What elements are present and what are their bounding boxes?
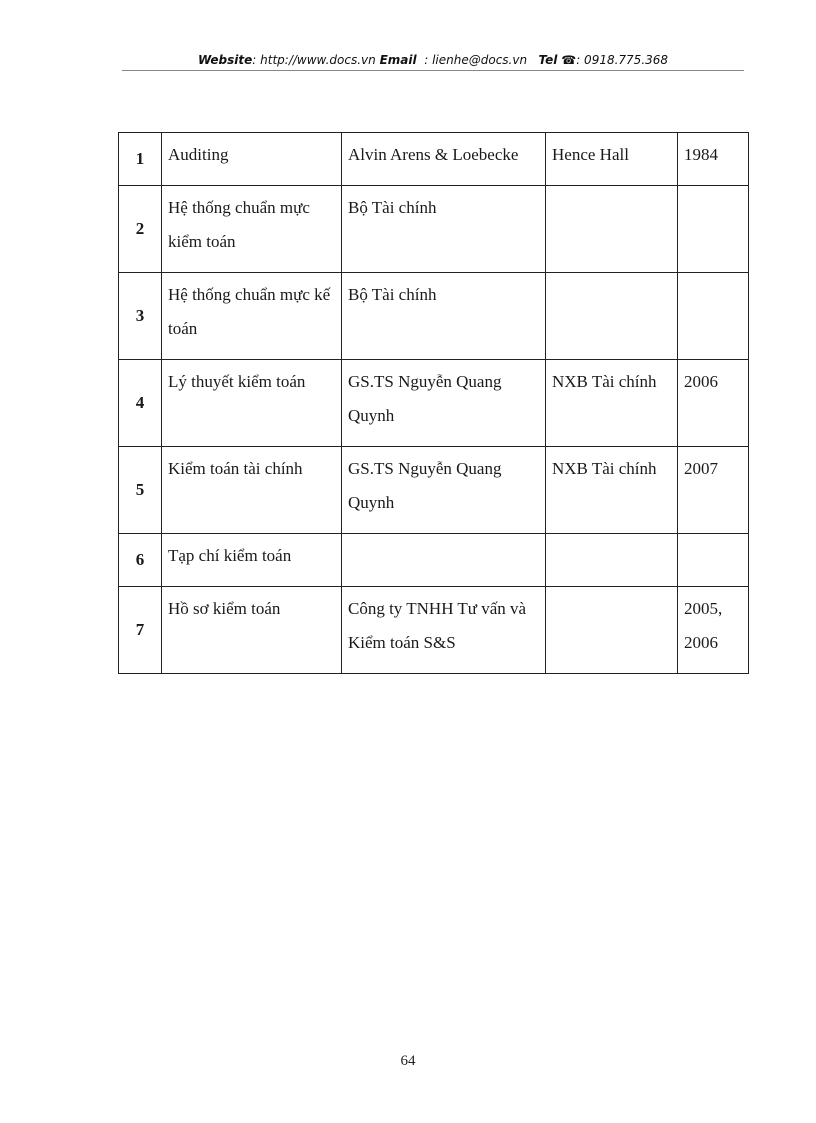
- year-cell: 2007: [678, 447, 749, 534]
- author-cell: GS.TS Nguyễn Quang Quynh: [342, 360, 546, 447]
- email-address[interactable]: : lienhe@docs.vn: [424, 53, 528, 67]
- table-row: [119, 273, 749, 360]
- title-cell: Hệ thống chuẩn mực kế toán: [162, 273, 342, 360]
- table-row: [119, 133, 749, 186]
- table-row: [119, 447, 749, 534]
- row-number: 3: [119, 273, 162, 360]
- publisher-cell: NXB Tài chính: [546, 447, 678, 534]
- email-label: Email: [379, 53, 417, 67]
- row-number: 2: [119, 186, 162, 273]
- author-cell: Công ty TNHH Tư vấn và Kiểm toán S&S: [342, 587, 546, 674]
- year-cell: [678, 273, 749, 360]
- row-number: 4: [119, 360, 162, 447]
- table-row: [119, 360, 749, 447]
- year-cell: [678, 186, 749, 273]
- header-divider: [122, 70, 744, 71]
- publisher-cell: [546, 587, 678, 674]
- page-number: 64: [400, 1053, 416, 1069]
- publisher-cell: [546, 186, 678, 273]
- website-url[interactable]: : http://www.docs.vn: [252, 53, 376, 67]
- author-cell: Alvin Arens & Loebecke: [342, 133, 546, 186]
- title-cell: Kiểm toán tài chính: [162, 447, 342, 534]
- tel-number: : 0918.775.368: [576, 53, 669, 67]
- phone-icon: ☎: [561, 53, 577, 67]
- year-cell: [678, 534, 749, 587]
- title-cell: Lý thuyết kiểm toán: [162, 360, 342, 447]
- reference-table: [118, 132, 749, 674]
- author-cell: Bộ Tài chính: [342, 273, 546, 360]
- author-cell: GS.TS Nguyễn Quang Quynh: [342, 447, 546, 534]
- row-number: 7: [119, 587, 162, 674]
- row-number: 1: [119, 133, 162, 186]
- author-cell: [342, 534, 546, 587]
- publisher-cell: NXB Tài chính: [546, 360, 678, 447]
- publisher-cell: [546, 534, 678, 587]
- page-header: [122, 51, 744, 71]
- year-cell: 2005, 2006: [678, 587, 749, 674]
- tel-label: Tel: [538, 53, 558, 67]
- title-cell: Hồ sơ kiểm toán: [162, 587, 342, 674]
- publisher-cell: Hence Hall: [546, 133, 678, 186]
- table-row: [119, 534, 749, 587]
- table-row: [119, 587, 749, 674]
- publisher-cell: [546, 273, 678, 360]
- author-cell: Bộ Tài chính: [342, 186, 546, 273]
- row-number: 6: [119, 534, 162, 587]
- row-number: 5: [119, 447, 162, 534]
- table-row: [119, 186, 749, 273]
- website-label: Website: [197, 53, 253, 67]
- year-cell: 2006: [678, 360, 749, 447]
- title-cell: Tạp chí kiểm toán: [162, 534, 342, 587]
- title-cell: Auditing: [162, 133, 342, 186]
- year-cell: 1984: [678, 133, 749, 186]
- title-cell: Hệ thống chuẩn mực kiểm toán: [162, 186, 342, 273]
